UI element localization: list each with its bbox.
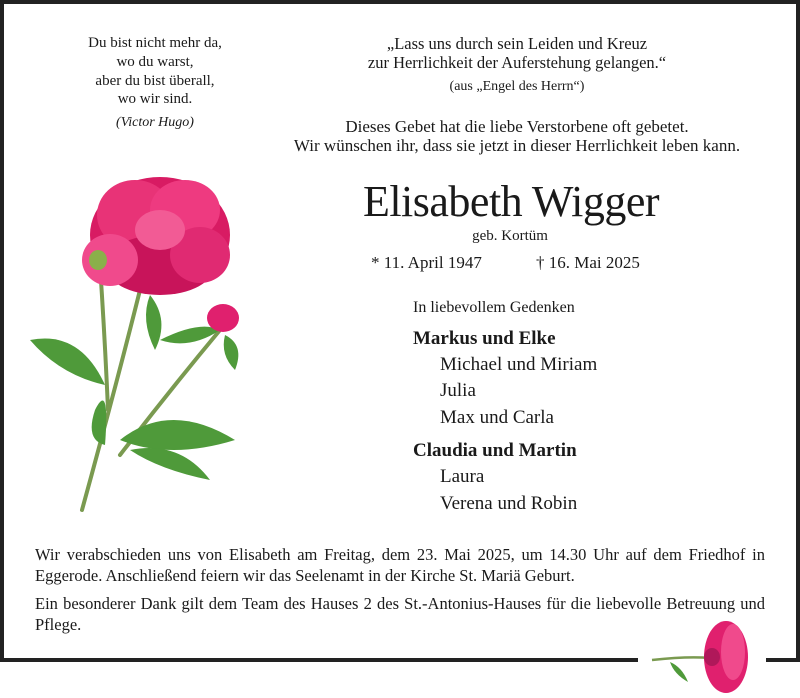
family-head: Claudia und Martin bbox=[413, 440, 577, 461]
poem-author: (Victor Hugo) bbox=[116, 115, 194, 130]
family-member: Julia bbox=[440, 380, 476, 401]
family-member: Verena und Robin bbox=[440, 493, 578, 514]
quote-source: (aus „Engel des Herrn“) bbox=[449, 79, 585, 94]
prayer-line: Dieses Gebet hat die liebe Verstorbene oft gebetet. bbox=[345, 117, 689, 136]
family-member: Michael und Miriam bbox=[440, 354, 598, 375]
frame-bottom-right bbox=[766, 658, 800, 662]
birth-date: * 11. April 1947 bbox=[371, 253, 482, 272]
small-peony-icon bbox=[648, 612, 763, 698]
family-head: Markus und Elke bbox=[413, 328, 556, 349]
mourners-intro: In liebevollem Gedenken bbox=[413, 299, 575, 316]
thanks-text: Ein besonderer Dank gilt dem Team des Hauses 2 des St.-Antonius-Hauses für die liebevolle Betreuung und Pflege. bbox=[35, 594, 765, 634]
poem-line: wo wir sind. bbox=[117, 91, 193, 107]
poem-line: wo du warst, bbox=[116, 54, 194, 70]
poem-line: aber du bist überall, bbox=[95, 73, 215, 89]
frame-bottom-left bbox=[0, 658, 638, 662]
death-date: † 16. Mai 2025 bbox=[536, 253, 640, 272]
poem-line: Du bist nicht mehr da, bbox=[88, 35, 222, 51]
family-member: Laura bbox=[440, 466, 485, 487]
quote-line: zur Herrlichkeit der Auferstehung gelangen.“ bbox=[367, 53, 667, 72]
prayer-line: Wir wünschen ihr, dass sie jetzt in dieser Herrlichkeit leben kann. bbox=[293, 136, 741, 155]
peony-flower-icon bbox=[20, 170, 250, 515]
birth-name: geb. Kortüm bbox=[472, 228, 548, 244]
quote-line: „Lass uns durch sein Leiden und Kreuz bbox=[386, 34, 648, 53]
deceased-name: Elisabeth Wigger bbox=[362, 177, 660, 226]
funeral-text: Wir verabschieden uns von Elisabeth am Freitag, dem 23. Mai 2025, um 14.30 Uhr auf dem Friedhof in Eggerode. Anschließend feiern wir das Seelenamt in der Kirche St. Mariä Geburt. bbox=[35, 545, 765, 585]
family-member: Max und Carla bbox=[440, 407, 554, 428]
